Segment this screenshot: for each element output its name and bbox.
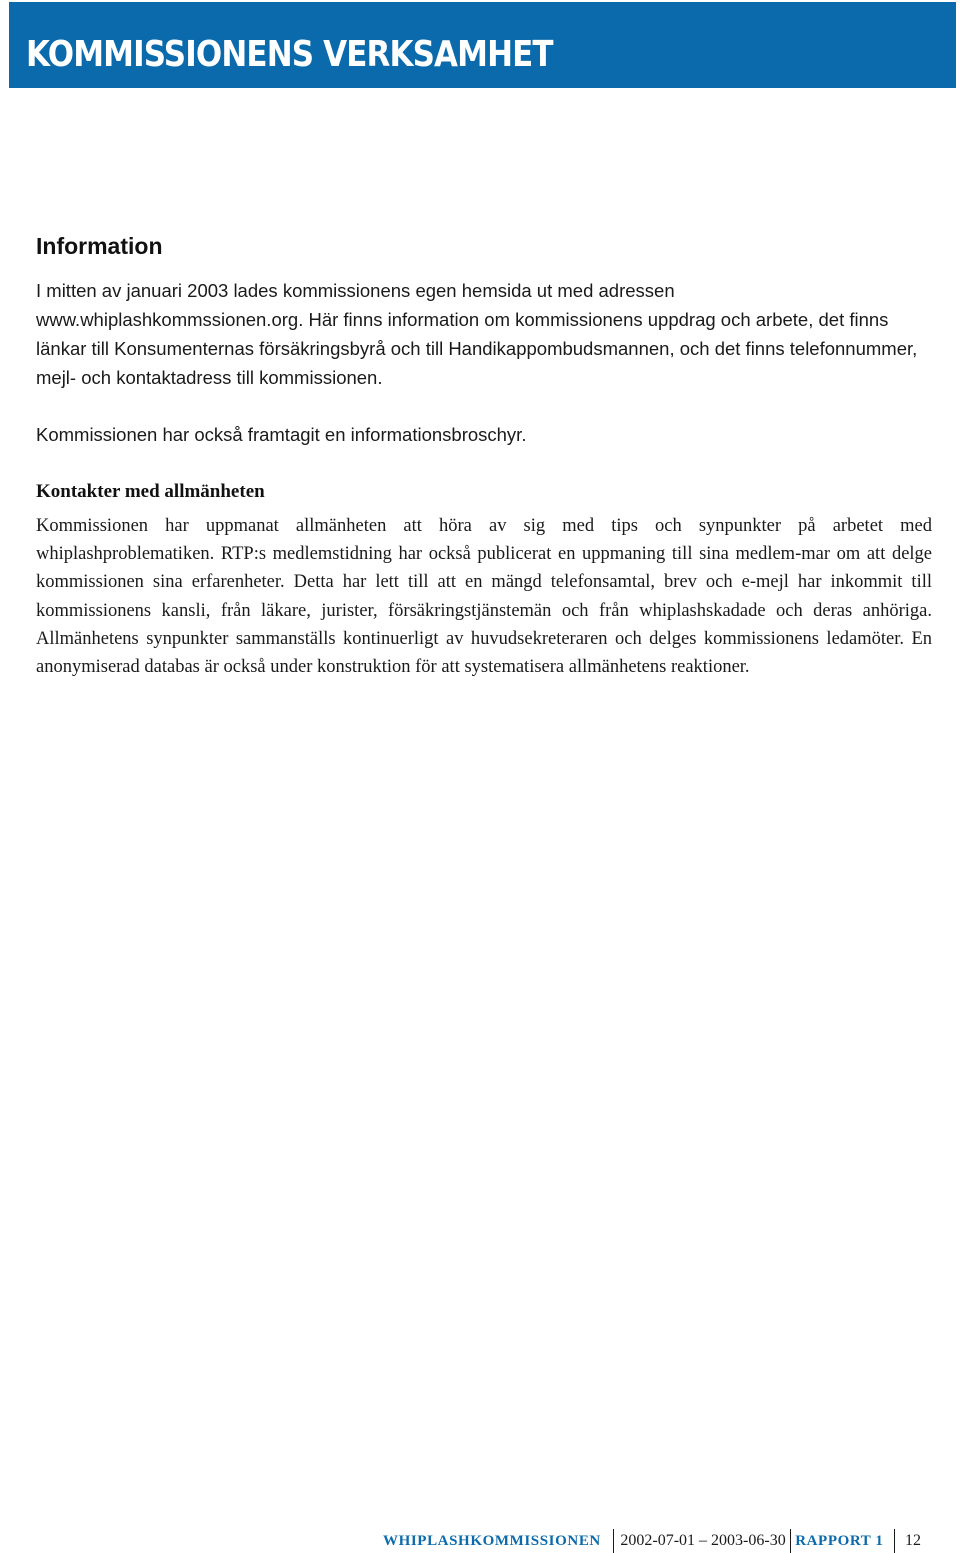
main-content [36, 228, 932, 681]
brochure-paragraph: Kommissionen har också framtagit en informationsbroschyr. [36, 424, 527, 445]
footer-divider [613, 1529, 615, 1553]
footer-brand: WHIPLASHKOMMISSIONEN [383, 1532, 601, 1549]
information-paragraph: I mitten av januari 2003 lades kommissionens egen hemsida ut med adressen www.whiplashkommssionen.org. Här finns information om kommissionens uppdrag och arbete, det finns länkar till Konsumenternas försäkringsbyrå och till Handikappombudsmannen, och det finns telefonnummer, mejl- och kontaktadress till kommissionen. [36, 280, 918, 388]
page-footer [383, 1529, 921, 1553]
footer-divider [894, 1529, 896, 1553]
page-title: KOMMISSIONENS VERKSAMHET [26, 34, 553, 75]
section-heading-information: Information [36, 233, 163, 259]
footer-report: RAPPORT 1 [795, 1532, 884, 1549]
footer-divider [790, 1529, 792, 1553]
page-number: 12 [905, 1532, 922, 1549]
footer-dates: 2002-07-01 – 2003-06-30 [620, 1532, 786, 1549]
kontakter-paragraph: Kommissionen har uppmanat allmänheten att höra av sig med tips och synpunkter på arbetet med whiplashproblematiken. RTP:s medlemstidning har också publicerat en uppmaning till sina medlem-mar om att delge kommissionen sina erfarenheter. Detta har lett till att en mängd telefonsamtal, brev och e-mejl har inkommit till kommissionens kansli, från läkare, jurister, försäkringstjänstemän och från whiplashskadade och deras anhöriga. Allmänhetens synpunkter sammanställs kontinuerligt av huvudsekreteraren och delges kommissionens ledamöter. En anonymiserad databas är också under konstruktion för att systematisera allmänhetens reaktioner. [36, 516, 932, 678]
section-heading-kontakter: Kontakter med allmänheten [36, 481, 265, 502]
